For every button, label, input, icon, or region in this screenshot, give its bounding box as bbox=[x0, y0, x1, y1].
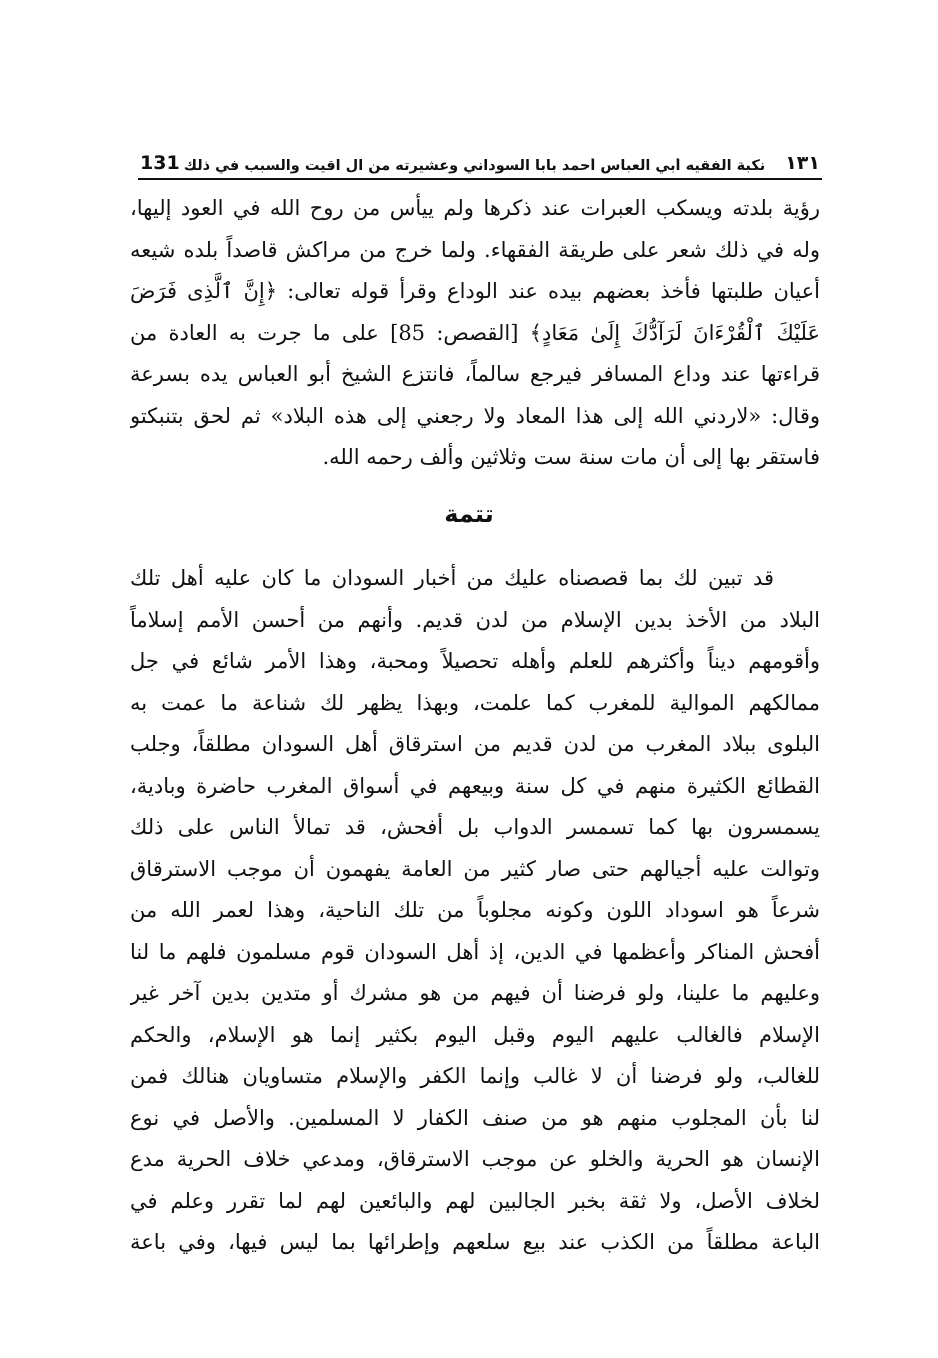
text-line: رؤية بلدته ويسكب العبرات عند ذكرها ولم ييأس من روح الله في العود إليها، bbox=[130, 196, 820, 220]
text-line: الإسلام فالغالب عليهم اليوم وقبل اليوم بكثير إنما هو الإسلام، والحكم bbox=[130, 1022, 820, 1047]
text-line: أعيان طلبتها فأخذ بعضهم بيده عند الوداع وقرأ قوله تعالى: ﴿إِنَّ ٱلَّذِى فَرَضَ bbox=[130, 279, 820, 303]
text-line: وتوالت عليه أجيالهم حتى صار كثير من العامة يفهمون أن موجب الاسترقاق bbox=[130, 856, 820, 881]
text-line: وأقومهم ديناً وأكثرهم للعلم وأهله تحصيلاً ومحبة، وهذا الأمر شائع في جل bbox=[130, 649, 820, 673]
text-line: البلاد من الأخذ بدين الإسلام من لدن قديم. وأنهم من أحسن الأمم إسلاماً bbox=[130, 607, 820, 632]
text-line: وعليهم ما علينا، ولو فرضنا أن فيهم من هو مشرك أو متدين بدين آخر غير bbox=[130, 981, 820, 1005]
text-line: فاستقر بها إلى أن مات سنة ست وثلاثين وألف رحمه الله. bbox=[322, 445, 820, 469]
paragraph-1 bbox=[130, 188, 820, 479]
text-line: الباعة مطلقاً من الكذب عند بيع سلعهم وإطرائها بما ليس فيها، وفي باعة bbox=[130, 1230, 820, 1254]
text-line: وله في ذلك شعر على طريقة الفقهاء. ولما خرج من مراكش قاصداً بلده شيعه bbox=[130, 237, 820, 262]
text-line: لنا بأن المجلوب منهم هو من صنف الكفار لا المسلمين. والأصل في نوع bbox=[130, 1105, 820, 1130]
text-line: قراءتها عند وداع المسافر فيرجع سالماً، فانتزع الشيخ أبو العباس يده بسرعة bbox=[130, 362, 820, 386]
page-number-arabic: ١٣١ bbox=[785, 152, 820, 174]
text-line: قد تبين لك بما قصصناه عليك من أخبار السودان ما كان عليه أهل تلك bbox=[130, 566, 774, 590]
text-line: الإنسان هو الحرية والخلو عن موجب الاسترقاق، ومدعي خلاف الحرية مدع bbox=[130, 1147, 820, 1171]
text-line: شرعاً هو اسوداد اللون وكونه مجلوباً من تلك الناحية، وهذا لعمر الله من bbox=[130, 898, 820, 922]
paragraph-2 bbox=[130, 558, 820, 1264]
running-header-title: نكبة الفقيه أبي العباس أحمد بابا السوداني وعشيرته من آل آقيت والسبب في ذلك bbox=[183, 158, 766, 174]
running-header bbox=[140, 140, 820, 174]
text-line: القطائع الكثيرة منهم في كل سنة وبيعهم في أسواق المغرب حاضرة وبادية، bbox=[130, 773, 820, 798]
text-line: عَلَيْكَ ٱلْقُرْءَانَ لَرَآدُّكَ إِلَىٰ مَعَادٍ﴾ [القصص: 85] على ما جرت به العادة من bbox=[130, 320, 820, 345]
text-line: يسمسرون بها كما تسمسر الدواب بل أفحش، قد تمالأ الناس على ذلك bbox=[130, 815, 820, 839]
page-number-western: 131 bbox=[140, 152, 180, 174]
text-line: للغالب، ولو فرضنا أن لا غالب وإنما الكفر والإسلام متساويان هنالك فمن bbox=[130, 1064, 820, 1088]
header-rule bbox=[138, 178, 822, 180]
text-line: لخلاف الأصل، ولا ثقة بخبر الجالبين لهم والبائعين لهم لما تقرر وعلم في bbox=[130, 1188, 820, 1213]
text-line: البلوى ببلاد المغرب من لدن قديم من استرقاق أهل السودان مطلقاً، وجلب bbox=[130, 732, 820, 756]
section-title: تتمة bbox=[444, 500, 494, 528]
text-line: ممالكهم الموالية للمغرب كما علمت، وبهذا يظهر لك شناعة ما عمت به bbox=[130, 690, 820, 715]
text-line: أفحش المناكر وأعظمها في الدين، إذ أهل السودان قوم مسلمون فلهم ما لنا bbox=[130, 939, 820, 964]
text-line: وقال: «لاردني الله إلى هذا المعاد ولا رجعني إلى هذه البلاد» ثم لحق بتنبكتو bbox=[130, 403, 820, 428]
